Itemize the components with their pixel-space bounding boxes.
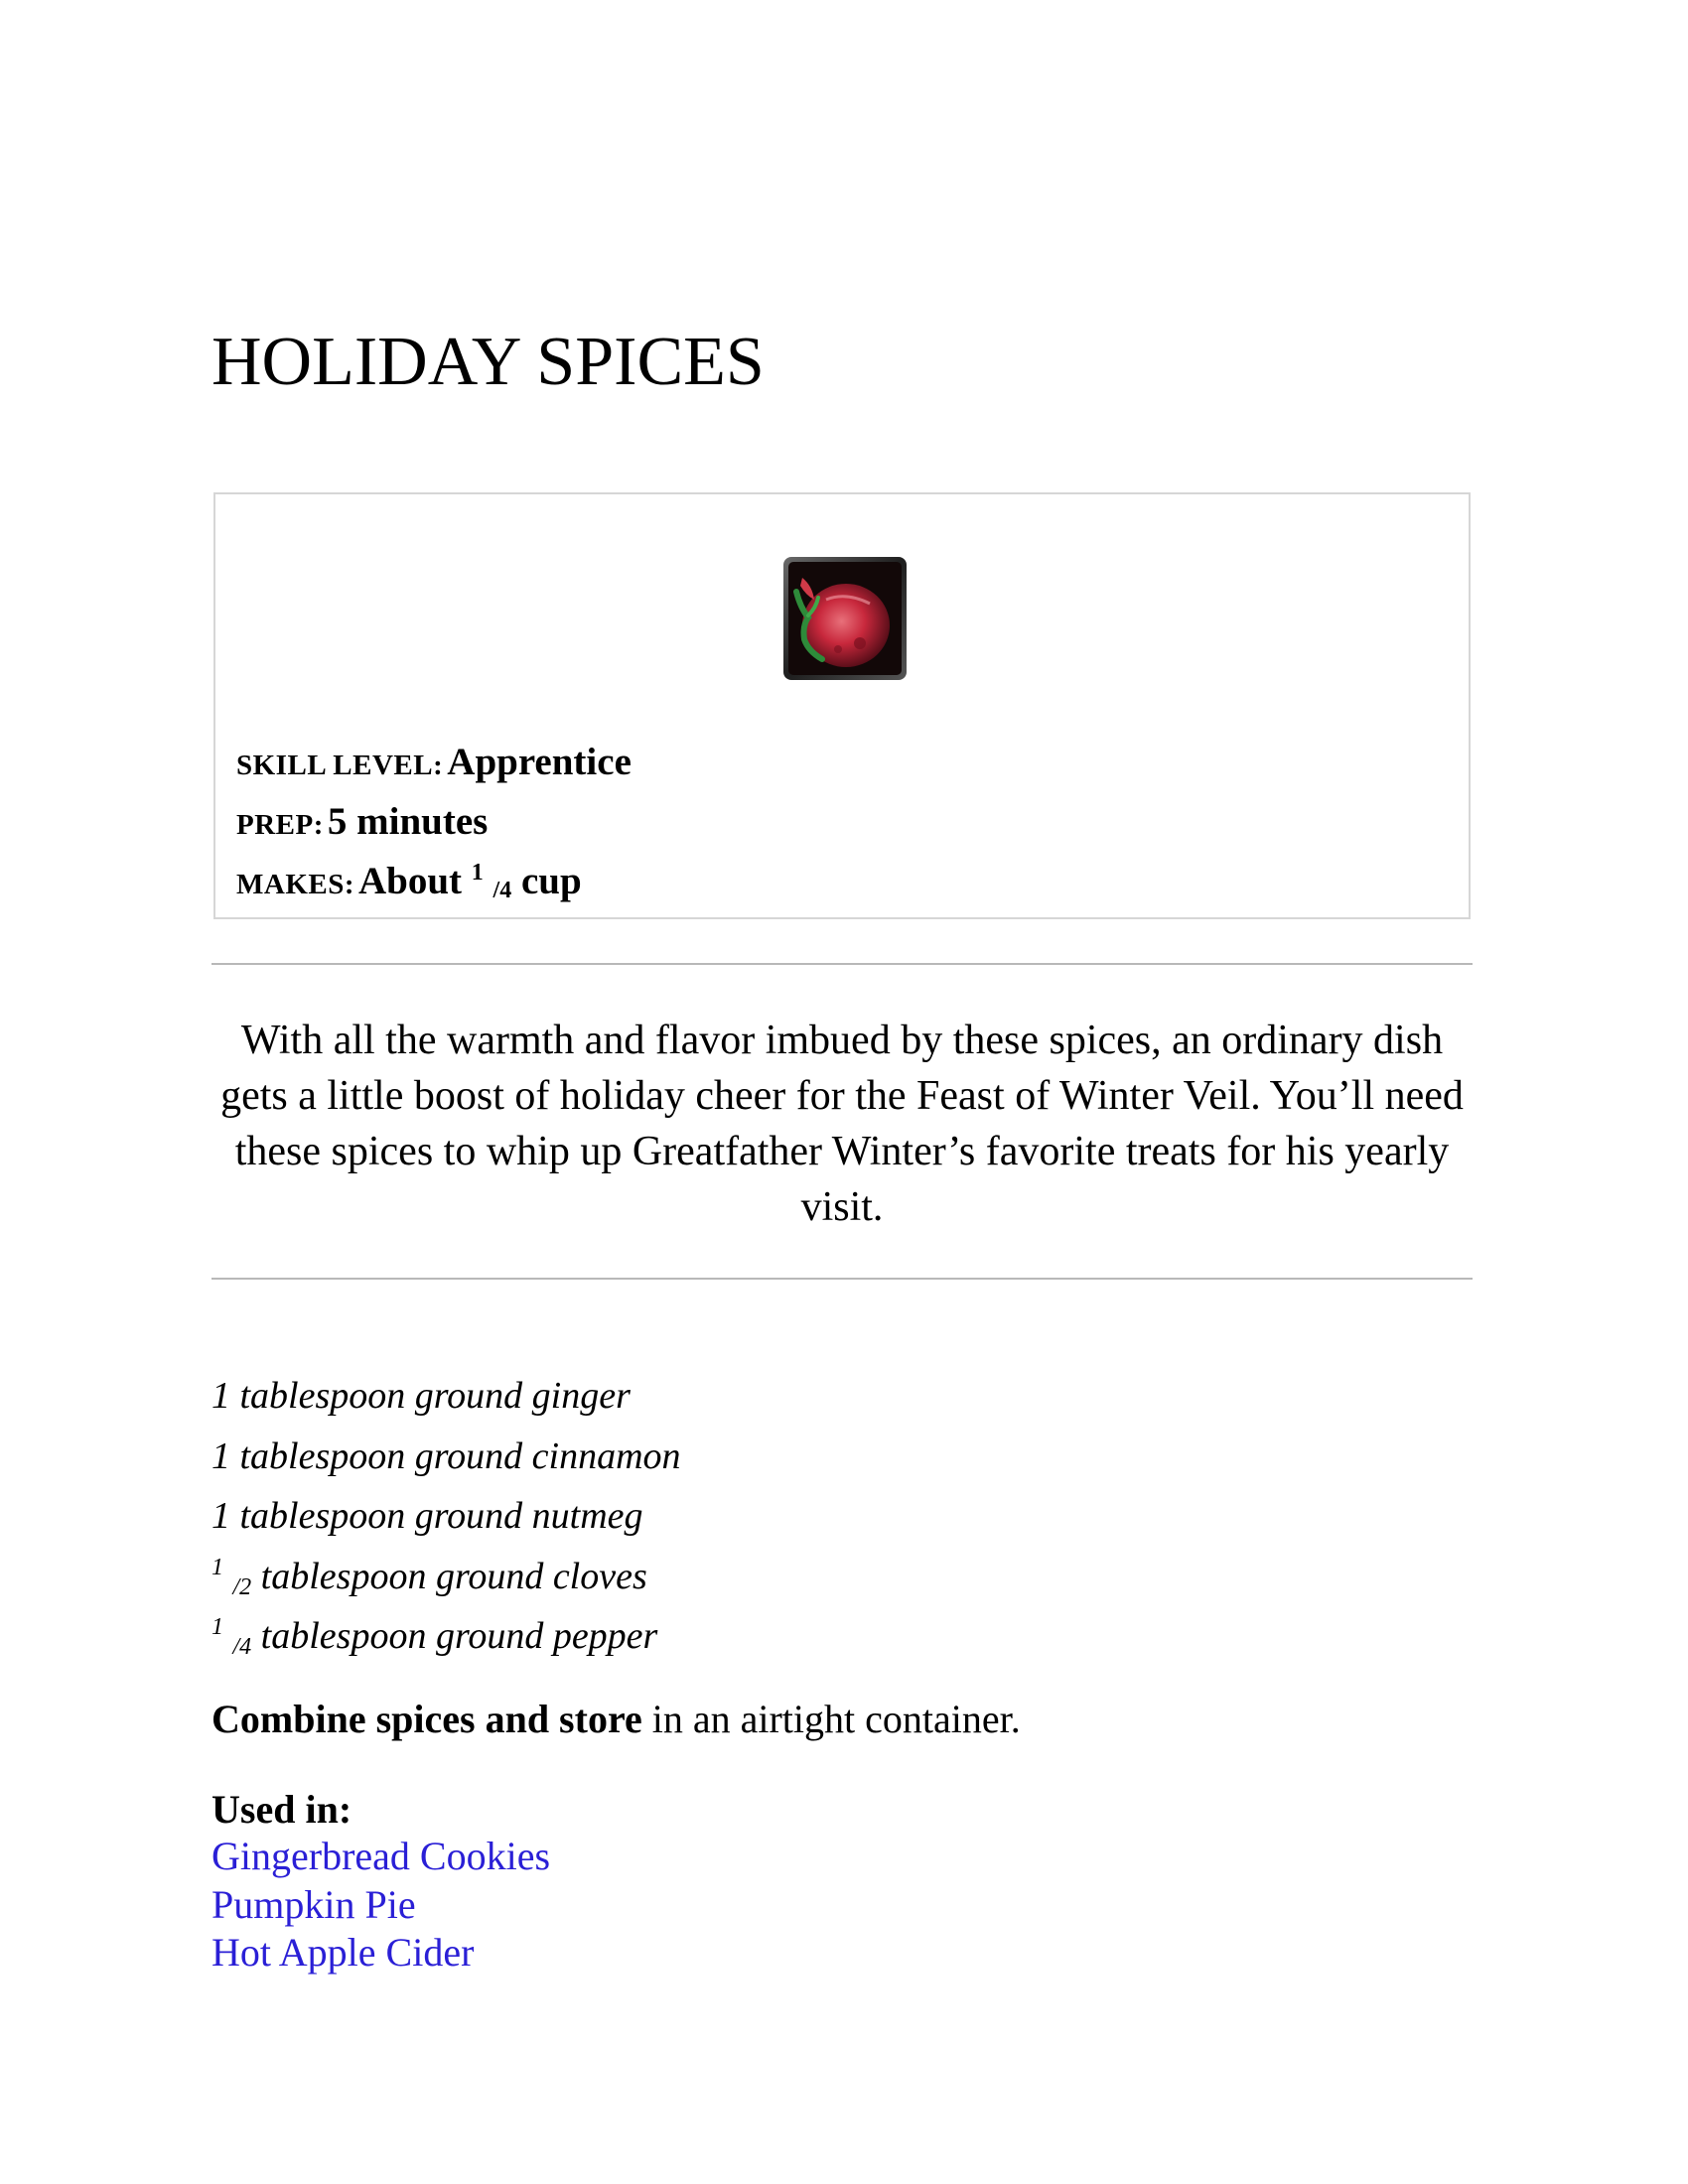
ingredient-quantity: 1 [211, 1495, 230, 1537]
ingredient-numerator: 1 [211, 1614, 223, 1640]
ingredient-item [211, 1427, 681, 1487]
recipe-info-box [213, 492, 1471, 919]
ingredient-item [211, 1366, 681, 1427]
ingredient-denominator: /4 [232, 1634, 252, 1660]
skill-level-value: Apprentice [447, 741, 632, 783]
ingredient-item [211, 1547, 681, 1607]
ingredient-quantity: 1 [211, 1434, 230, 1477]
ingredient-list [211, 1366, 681, 1667]
used-in-list [211, 1833, 550, 1978]
instruction-bold: Combine spices and store [211, 1697, 642, 1741]
ingredient-text: tablespoon ground cloves [260, 1555, 647, 1597]
ingredient-denominator: /2 [232, 1573, 252, 1600]
skill-level-row [236, 743, 632, 781]
ingredient-quantity: 1 [211, 1375, 230, 1417]
prep-row [236, 802, 488, 841]
link-hot-apple-cider[interactable]: Hot Apple Cider [211, 1930, 475, 1975]
prep-label: PREP: [236, 809, 324, 841]
makes-unit: cup [520, 860, 582, 902]
used-in-heading: Used in: [211, 1787, 352, 1832]
spice-bag-icon [782, 556, 908, 681]
makes-denominator: /4 [492, 878, 512, 903]
ingredient-text: tablespoon ground pepper [260, 1615, 658, 1657]
ingredient-text: tablespoon ground nutmeg [239, 1495, 643, 1537]
instruction-rest: in an airtight container. [651, 1697, 1021, 1741]
divider-bottom [211, 1278, 1473, 1280]
ingredient-text: tablespoon ground cinnamon [239, 1434, 681, 1477]
prep-value: 5 minutes [327, 800, 489, 843]
makes-row [236, 860, 582, 903]
makes-prefix: About [358, 860, 463, 902]
link-pumpkin-pie[interactable]: Pumpkin Pie [211, 1881, 416, 1927]
used-in-item [211, 1833, 550, 1881]
makes-value [358, 860, 582, 902]
ingredient-text: tablespoon ground ginger [239, 1375, 631, 1417]
ingredient-item [211, 1606, 681, 1667]
used-in-item [211, 1929, 550, 1978]
used-in-item [211, 1881, 550, 1930]
ingredient-numerator: 1 [211, 1554, 223, 1580]
ingredient-item [211, 1486, 681, 1547]
makes-label: MAKES: [236, 869, 354, 900]
divider-top [211, 963, 1473, 965]
makes-numerator: 1 [471, 860, 484, 886]
skill-level-label: SKILL LEVEL: [236, 750, 444, 781]
instruction-text [211, 1696, 1021, 1743]
page-title: HOLIDAY SPICES [211, 324, 765, 400]
link-gingerbread-cookies[interactable]: Gingerbread Cookies [211, 1834, 551, 1878]
intro-paragraph: With all the warmth and flavor imbued by these spices, an ordinary dish gets a little boost of holiday cheer for the Feast of Winter Veil. You’ll need these spices to whip up Greatfather Winter’s favorite treats for his yearly visit. [220, 1018, 1464, 1230]
